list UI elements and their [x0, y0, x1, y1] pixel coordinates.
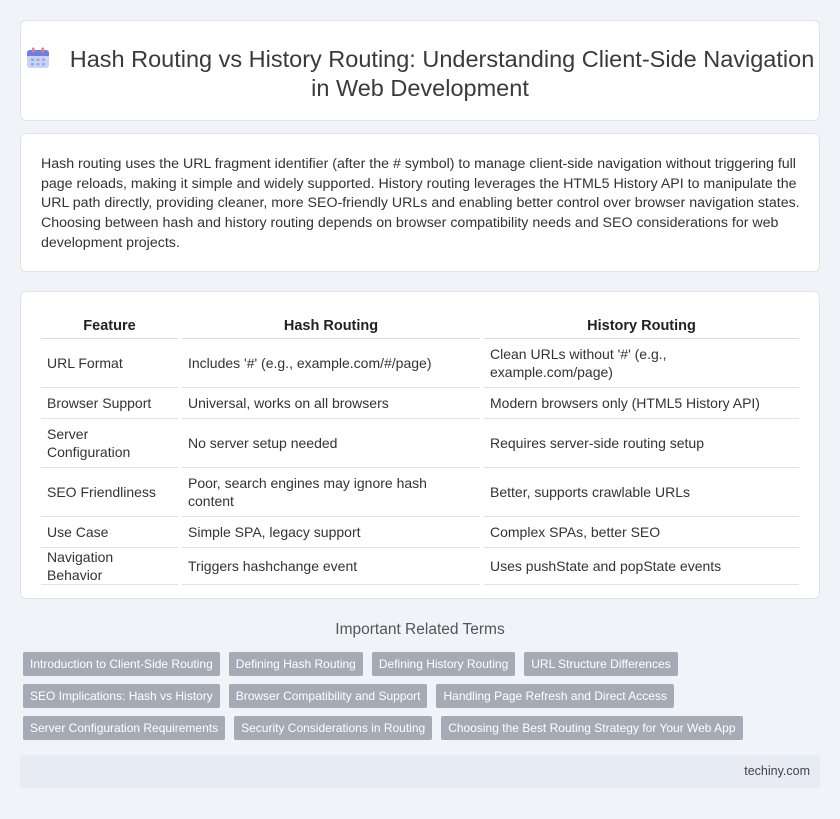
table-cell: Includes '#' (e.g., example.com/#/page) [180, 338, 482, 387]
footer [20, 755, 820, 788]
related-tag[interactable]: Introduction to Client-Side Routing [23, 652, 220, 676]
intro-card [20, 133, 820, 272]
related-tags-row-3 [23, 716, 743, 740]
table-cell: URL Format [41, 338, 180, 387]
related-tag[interactable]: Server Configuration Requirements [23, 716, 225, 740]
table-header-row [41, 314, 799, 338]
table-cell: Complex SPAs, better SEO [482, 516, 799, 547]
table-row [41, 418, 799, 467]
related-tags-row-1 [23, 652, 678, 676]
table-cell: Universal, works on all browsers [180, 387, 482, 418]
intro-paragraph: Hash routing uses the URL fragment identifier (after the # symbol) to manage client-side navigation without triggering full page reloads, making it simple and widely supported. History routing leverages the HTML5 History API to manipulate the URL path directly, providing cleaner, more SEO-friendly URLs and enabling better control over browser navigation states. Choosing between hash and history routing depends on browser compatibility needs and SEO considerations for web development projects. [41, 156, 800, 251]
related-tag[interactable]: Defining History Routing [372, 652, 515, 676]
table-cell: Navigation Behavior [41, 547, 180, 584]
related-tag[interactable]: Browser Compatibility and Support [229, 684, 428, 708]
comparison-table [41, 314, 799, 585]
table-cell: Requires server-side routing setup [482, 418, 799, 467]
table-cell: Poor, search engines may ignore hash content [180, 467, 482, 516]
header-hash-routing: Hash Routing [180, 314, 482, 338]
table-row [41, 516, 799, 547]
footer-site-link[interactable]: techiny.com [744, 764, 810, 778]
related-tag[interactable]: Defining Hash Routing [229, 652, 363, 676]
title-card [20, 20, 820, 121]
table-row [41, 387, 799, 418]
page-title: Hash Routing vs History Routing: Understanding Client-Side Navigation in Web Development [69, 46, 815, 101]
related-terms-title: Important Related Terms [335, 621, 505, 638]
comparison-table-card [20, 291, 820, 599]
table-cell: Use Case [41, 516, 180, 547]
calendar-icon [26, 47, 50, 69]
related-tag[interactable]: SEO Implications: Hash vs History [23, 684, 220, 708]
header-feature: Feature [41, 314, 180, 338]
table-cell: Browser Support [41, 387, 180, 418]
table-cell: Better, supports crawlable URLs [482, 467, 799, 516]
table-cell: Clean URLs without '#' (e.g., example.com/page) [482, 338, 799, 387]
table-row [41, 338, 799, 387]
table-row [41, 467, 799, 516]
related-tag[interactable]: Choosing the Best Routing Strategy for Your Web App [441, 716, 742, 740]
table-cell: Modern browsers only (HTML5 History API) [482, 387, 799, 418]
related-tag[interactable]: Security Considerations in Routing [234, 716, 432, 740]
header-history-routing: History Routing [482, 314, 799, 338]
table-cell: Uses pushState and popState events [482, 547, 799, 584]
related-tags-row-2 [23, 684, 674, 708]
page-title-wrap [21, 45, 819, 103]
table-cell: Simple SPA, legacy support [180, 516, 482, 547]
related-tag[interactable]: URL Structure Differences [524, 652, 677, 676]
table-cell: Triggers hashchange event [180, 547, 482, 584]
table-cell: No server setup needed [180, 418, 482, 467]
table-cell: Server Configuration [41, 418, 180, 467]
table-cell: SEO Friendliness [41, 467, 180, 516]
related-tag[interactable]: Handling Page Refresh and Direct Access [436, 684, 673, 708]
table-row [41, 547, 799, 584]
